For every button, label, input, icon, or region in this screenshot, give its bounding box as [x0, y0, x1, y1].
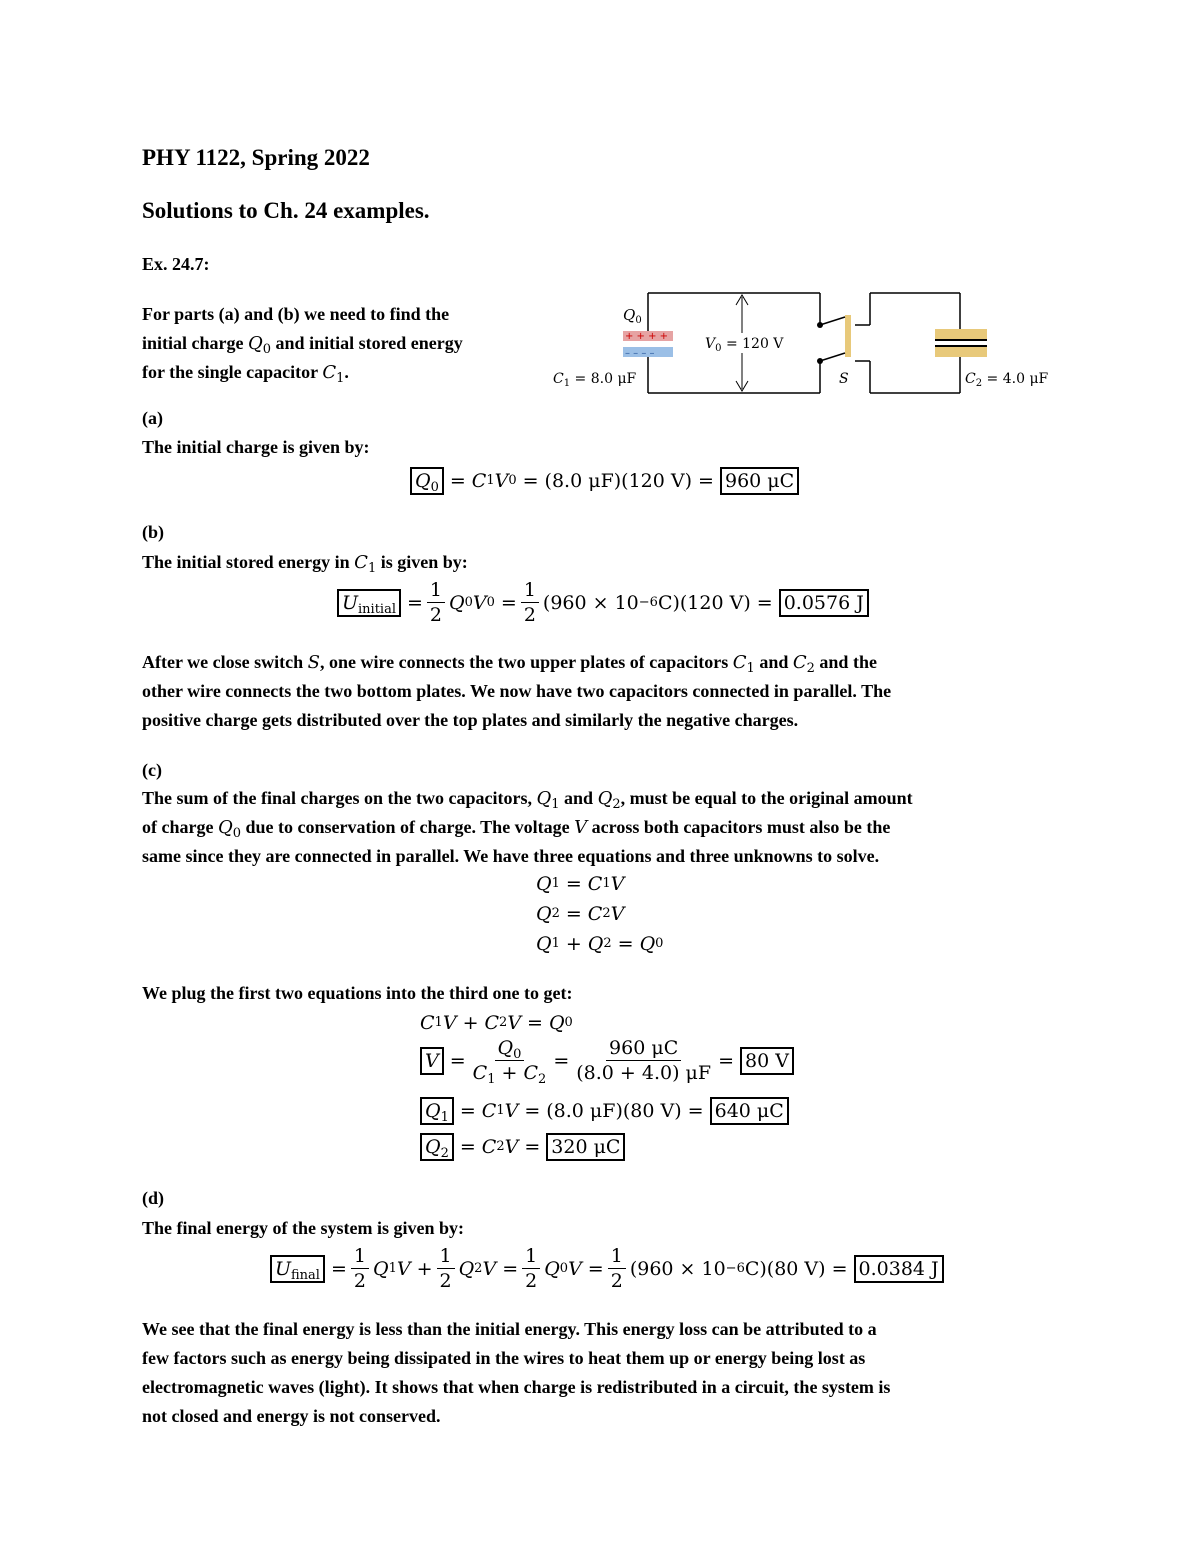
- intro-line-3: for the single capacitor $C_1$.: [142, 362, 349, 386]
- q2-result: 320 μC: [546, 1133, 625, 1161]
- equation-v: V = $\frac{Q_0}{C_1 + C_2}$ = $\frac{960 \mu C}{(8.0 + 4.0) \mu F}$ = 80 V: [420, 1036, 794, 1085]
- conclusion-paragraph: [142, 1315, 1062, 1431]
- c2-top-plate: [935, 329, 987, 339]
- c2-bottom-plate: [935, 347, 987, 357]
- part-b-text: The initial stored energy in $C_1$ is given by:: [142, 552, 468, 576]
- v0-figure-label: $V_0 = 120$ V: [705, 336, 784, 354]
- part-a-label: (a): [142, 408, 163, 428]
- part-c-label: (c): [142, 760, 162, 780]
- example-label: Ex. 24.7:: [142, 254, 210, 274]
- switch-paragraph-line-2: other wire connects the two bottom plates. We now have two capacitors connected in parallel. The: [142, 681, 892, 701]
- part-a-calculation: (8.0 μF)(120 V) =: [544, 470, 714, 492]
- v-result: 80 V: [740, 1047, 794, 1075]
- c1-minus-signs: – – – –: [625, 348, 655, 359]
- equation-q2-result: $Q_2$ = C 2 V = 320 μC: [420, 1133, 625, 1161]
- q0-figure-label: $Q_0$: [623, 306, 642, 326]
- part-b-equation: $U_{initial}$ = $\frac{1}{2}$ Q 0 V 0 = $\frac{1}{2}$ (960 × 10 −6 C)(120 V) = 0.0576 J: [337, 578, 869, 627]
- part-c-paragraph: [142, 784, 1062, 871]
- course-title: PHY 1122, Spring 2022: [142, 145, 370, 170]
- part-c-line-1: The sum of the final charges on the two capacitors, $Q_1$ and $Q_2$, must be equal to the original amount: [142, 788, 913, 812]
- equation-q2: Q 2 = C 2 V: [536, 903, 625, 925]
- c2-figure-label: $C_2 = 4.0$ μF: [965, 371, 1049, 389]
- equation-q1: Q 1 = C 1 V: [536, 873, 625, 895]
- circuit-diagram: [545, 285, 1070, 400]
- part-d-equation: $U_{final}$ = $\frac{1}{2}$ Q 1 V + $\frac{1}{2}$ Q 2 V = $\frac{1}{2}$ Q 0 V = $\frac{1}{2}$ (960 × 10 −6 C)(80 V) = 0.0384 J: [270, 1244, 944, 1293]
- part-b-result: 0.0576 J: [779, 589, 869, 617]
- part-b-label: (b): [142, 522, 164, 542]
- part-a-result: 960 μC: [720, 467, 799, 495]
- switch-figure-label: S: [839, 371, 849, 387]
- part-d-result: 0.0384 J: [854, 1255, 944, 1283]
- q1-result: 640 μC: [710, 1097, 789, 1125]
- conclusion-line-1: We see that the final energy is less than the initial energy. This energy loss can be attributed to a: [142, 1319, 877, 1339]
- plug-text: We plug the first two equations into the third one to get:: [142, 983, 573, 1003]
- part-a-text: The initial charge is given by:: [142, 437, 370, 457]
- equation-sum: Q 1 + Q 2 = Q 0: [536, 933, 664, 955]
- switch-blade: [845, 315, 851, 357]
- conclusion-line-3: electromagnetic waves (light). It shows that when charge is redistributed in a circuit, the system is: [142, 1377, 891, 1397]
- switch-paragraph-line-3: positive charge gets distributed over the top plates and similarly the negative charges.: [142, 710, 799, 730]
- c1-figure-label: $C_1 = 8.0$ μF: [553, 371, 637, 389]
- switch-paragraph-line-1: After we close switch S, one wire connects the two upper plates of capacitors $C_1$ and $C_2$ and the: [142, 652, 877, 676]
- equation-q1-result: $Q_1$ = C 1 V = (8.0 μF)(80 V) = 640 μC: [420, 1097, 789, 1125]
- part-c-line-2: of charge $Q_0$ due to conservation of charge. The voltage V across both capacitors must also be the: [142, 817, 891, 841]
- c1-plus-signs: + + + +: [625, 331, 669, 342]
- page-subtitle: Solutions to Ch. 24 examples.: [142, 198, 430, 223]
- switch-paragraph: [142, 648, 1062, 735]
- intro-line-1: For parts (a) and (b) we need to find the: [142, 304, 450, 324]
- conclusion-line-4: not closed and energy is not conserved.: [142, 1406, 441, 1426]
- equation-combined: C 1 V + C 2 V = Q 0: [420, 1012, 573, 1034]
- part-c-line-3: same since they are connected in parallel. We have three equations and three unknowns to solve.: [142, 846, 880, 866]
- part-d-text: The final energy of the system is given by:: [142, 1218, 464, 1238]
- conclusion-line-2: few factors such as energy being dissipated in the wires to heat them up or energy being lost as: [142, 1348, 866, 1368]
- intro-text: [142, 300, 542, 387]
- intro-line-2: initial charge $Q_0$ and initial stored energy: [142, 333, 463, 357]
- part-a-equation: $Q_0$ = C 1 V 0 = (8.0 μF)(120 V) = 960 μC: [410, 467, 799, 495]
- part-d-label: (d): [142, 1188, 164, 1208]
